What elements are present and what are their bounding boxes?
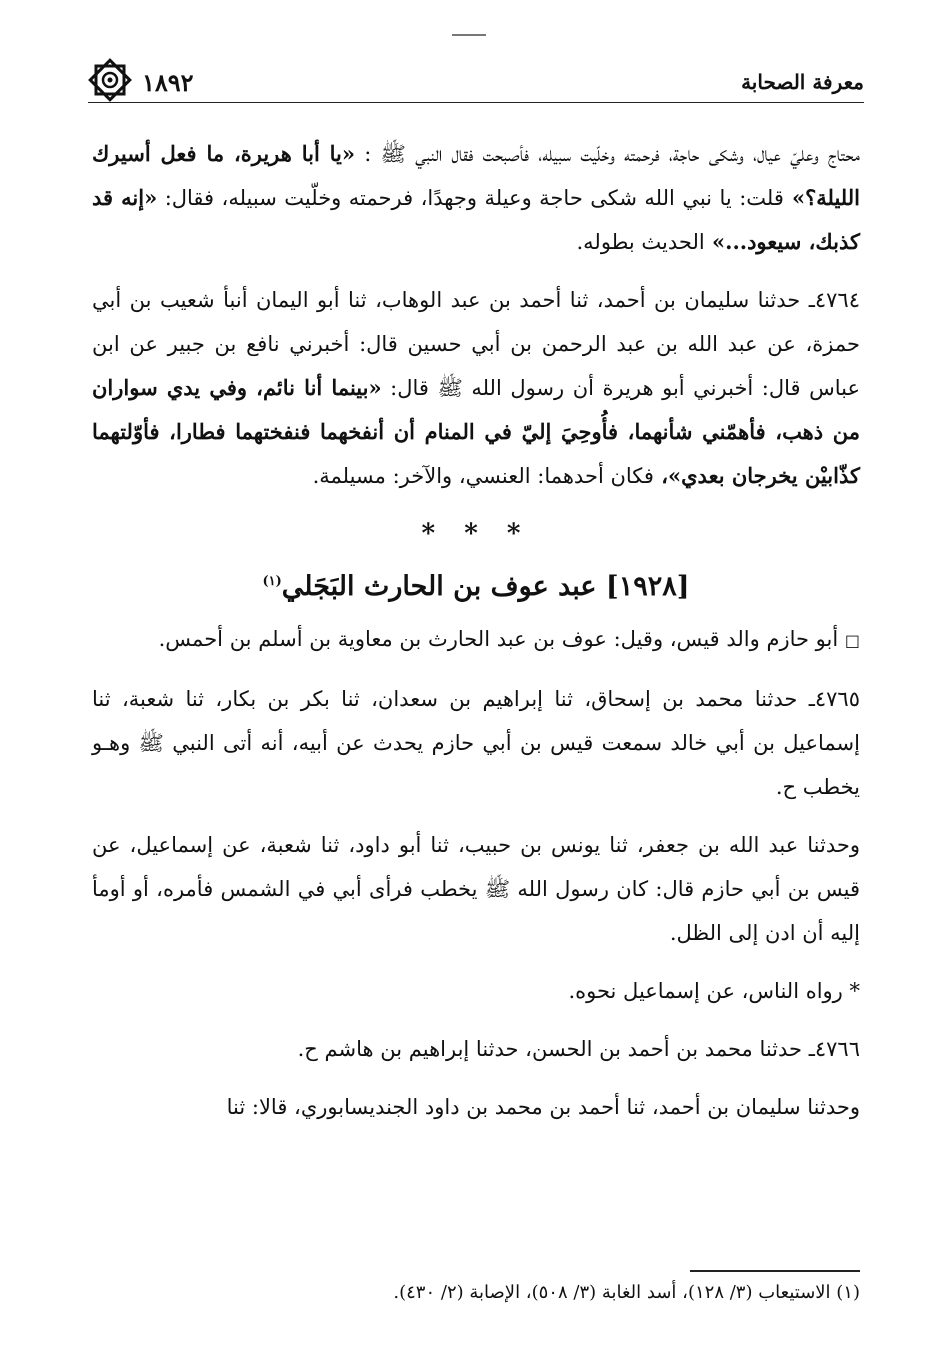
book-title: معرفة الصحابة	[741, 70, 864, 94]
running-header	[88, 62, 864, 103]
page-number: ١٨٩٢	[142, 67, 194, 97]
p1-text-e: الحديث بطوله.	[576, 230, 705, 254]
octagonal-star-ornament-icon	[88, 58, 132, 106]
paragraph-narration-note: * رواه الناس، عن إسماعيل نحوه.	[568, 979, 860, 1003]
p2-quote: «بينما أنا نائم، وفي يدي سواران من ذهب، فأهمّني شأنهما، فأُوحِيَ إليّ في المنام أن أنفخهما فنفختهما فطارا، فأوّلتهما كذّابيْن يخرجان بعدي»،	[92, 375, 860, 488]
paragraph-1	[92, 132, 860, 264]
header-right	[88, 58, 194, 106]
top-mark	[452, 34, 486, 36]
paragraph-biography	[92, 617, 860, 663]
square-box-icon: □	[844, 631, 860, 650]
footnote: (١) الاستيعاب (٣/ ١٢٨)، أسد الغابة (٣/ ٥٠٨)، الإصابة (٢/ ٤٣٠).	[393, 1282, 860, 1303]
paragraph-4765: ٤٧٦٥ـ حدثنا محمد بن إسحاق، ثنا إبراهيم بن سعدان، ثنا بكر بن بكار، ثنا شعبة، ثنا إسماعيل بن أبي خالد سمعت قيس بن أبي حازم يحدث عن أبيه، أنه أتى النبي ﷺ وهـو يخطب ح.	[92, 687, 860, 799]
p3-text: أبو حازم والد قيس، وقيل: عوف بن عبد الحارث بن معاوية بن أسلم بن أحمس.	[158, 627, 839, 651]
paragraph-chain: وحدثنا عبد الله بن جعفر، ثنا يونس بن حبيب، ثنا أبو داود، ثنا شعبة، عن إسماعيل، عن قيس بن أبي حازم قال: كان رسول الله ﷺ يخطب فرأى أبي في الشمس فأمره، أو أومأ إليه أن ادن إلى الظل.	[92, 833, 860, 945]
section-footnote-ref: (١)	[262, 574, 282, 589]
body-text	[92, 132, 860, 1143]
footnote-rule	[690, 1270, 860, 1272]
paragraph-4764	[92, 278, 860, 498]
p1-text-c: قلت: يا نبي الله شكى حاجة وعيلة وجهدًا، فرحمته وخلّيت سبيله، فقال:	[157, 186, 784, 210]
p2-text-c: فكان أحدهما: العنسي، والآخر: مسيلمة.	[312, 464, 654, 488]
p1-quote-b: «إنه قد كذبك، سيعود...»	[92, 185, 860, 254]
section-divider-stars: * * *	[421, 519, 531, 549]
p1-quote-a: «يا أبا هريرة، ما فعل أسيرك الليلة؟»	[92, 141, 860, 210]
section-title-text: [١٩٢٨] عبد عوف بن الحارث البَجَلي	[281, 571, 690, 602]
paragraph-continued: وحدثنا سليمان بن أحمد، ثنا أحمد بن محمد بن داود الجنديسابوري، قالا: ثنا	[226, 1095, 860, 1119]
section-title	[92, 560, 860, 609]
paragraph-4766: ٤٧٦٦ـ حدثنا محمد بن أحمد بن الحسن، حدثنا إبراهيم بن هاشم ح.	[297, 1037, 860, 1061]
p2-text-a: ٤٧٦٤ـ حدثنا سليمان بن أحمد، ثنا أحمد بن عبد الوهاب، ثنا أبو اليمان أنبأ شعيب بن أبي حمزة، عن عبد الله بن عبد الرحمن بن أبي حسين قال: أخبرني نافع بن جبير عن ابن عباس قال: أخبرني أبو هريرة أن رسول الله ﷺ قال:	[92, 288, 860, 400]
p1-text-a: محتاج وعليّ عيال، وشكى حاجة، فرحمته وخلّيت سبيله، فأصبحت فقال النبي ﷺ :	[355, 142, 860, 166]
